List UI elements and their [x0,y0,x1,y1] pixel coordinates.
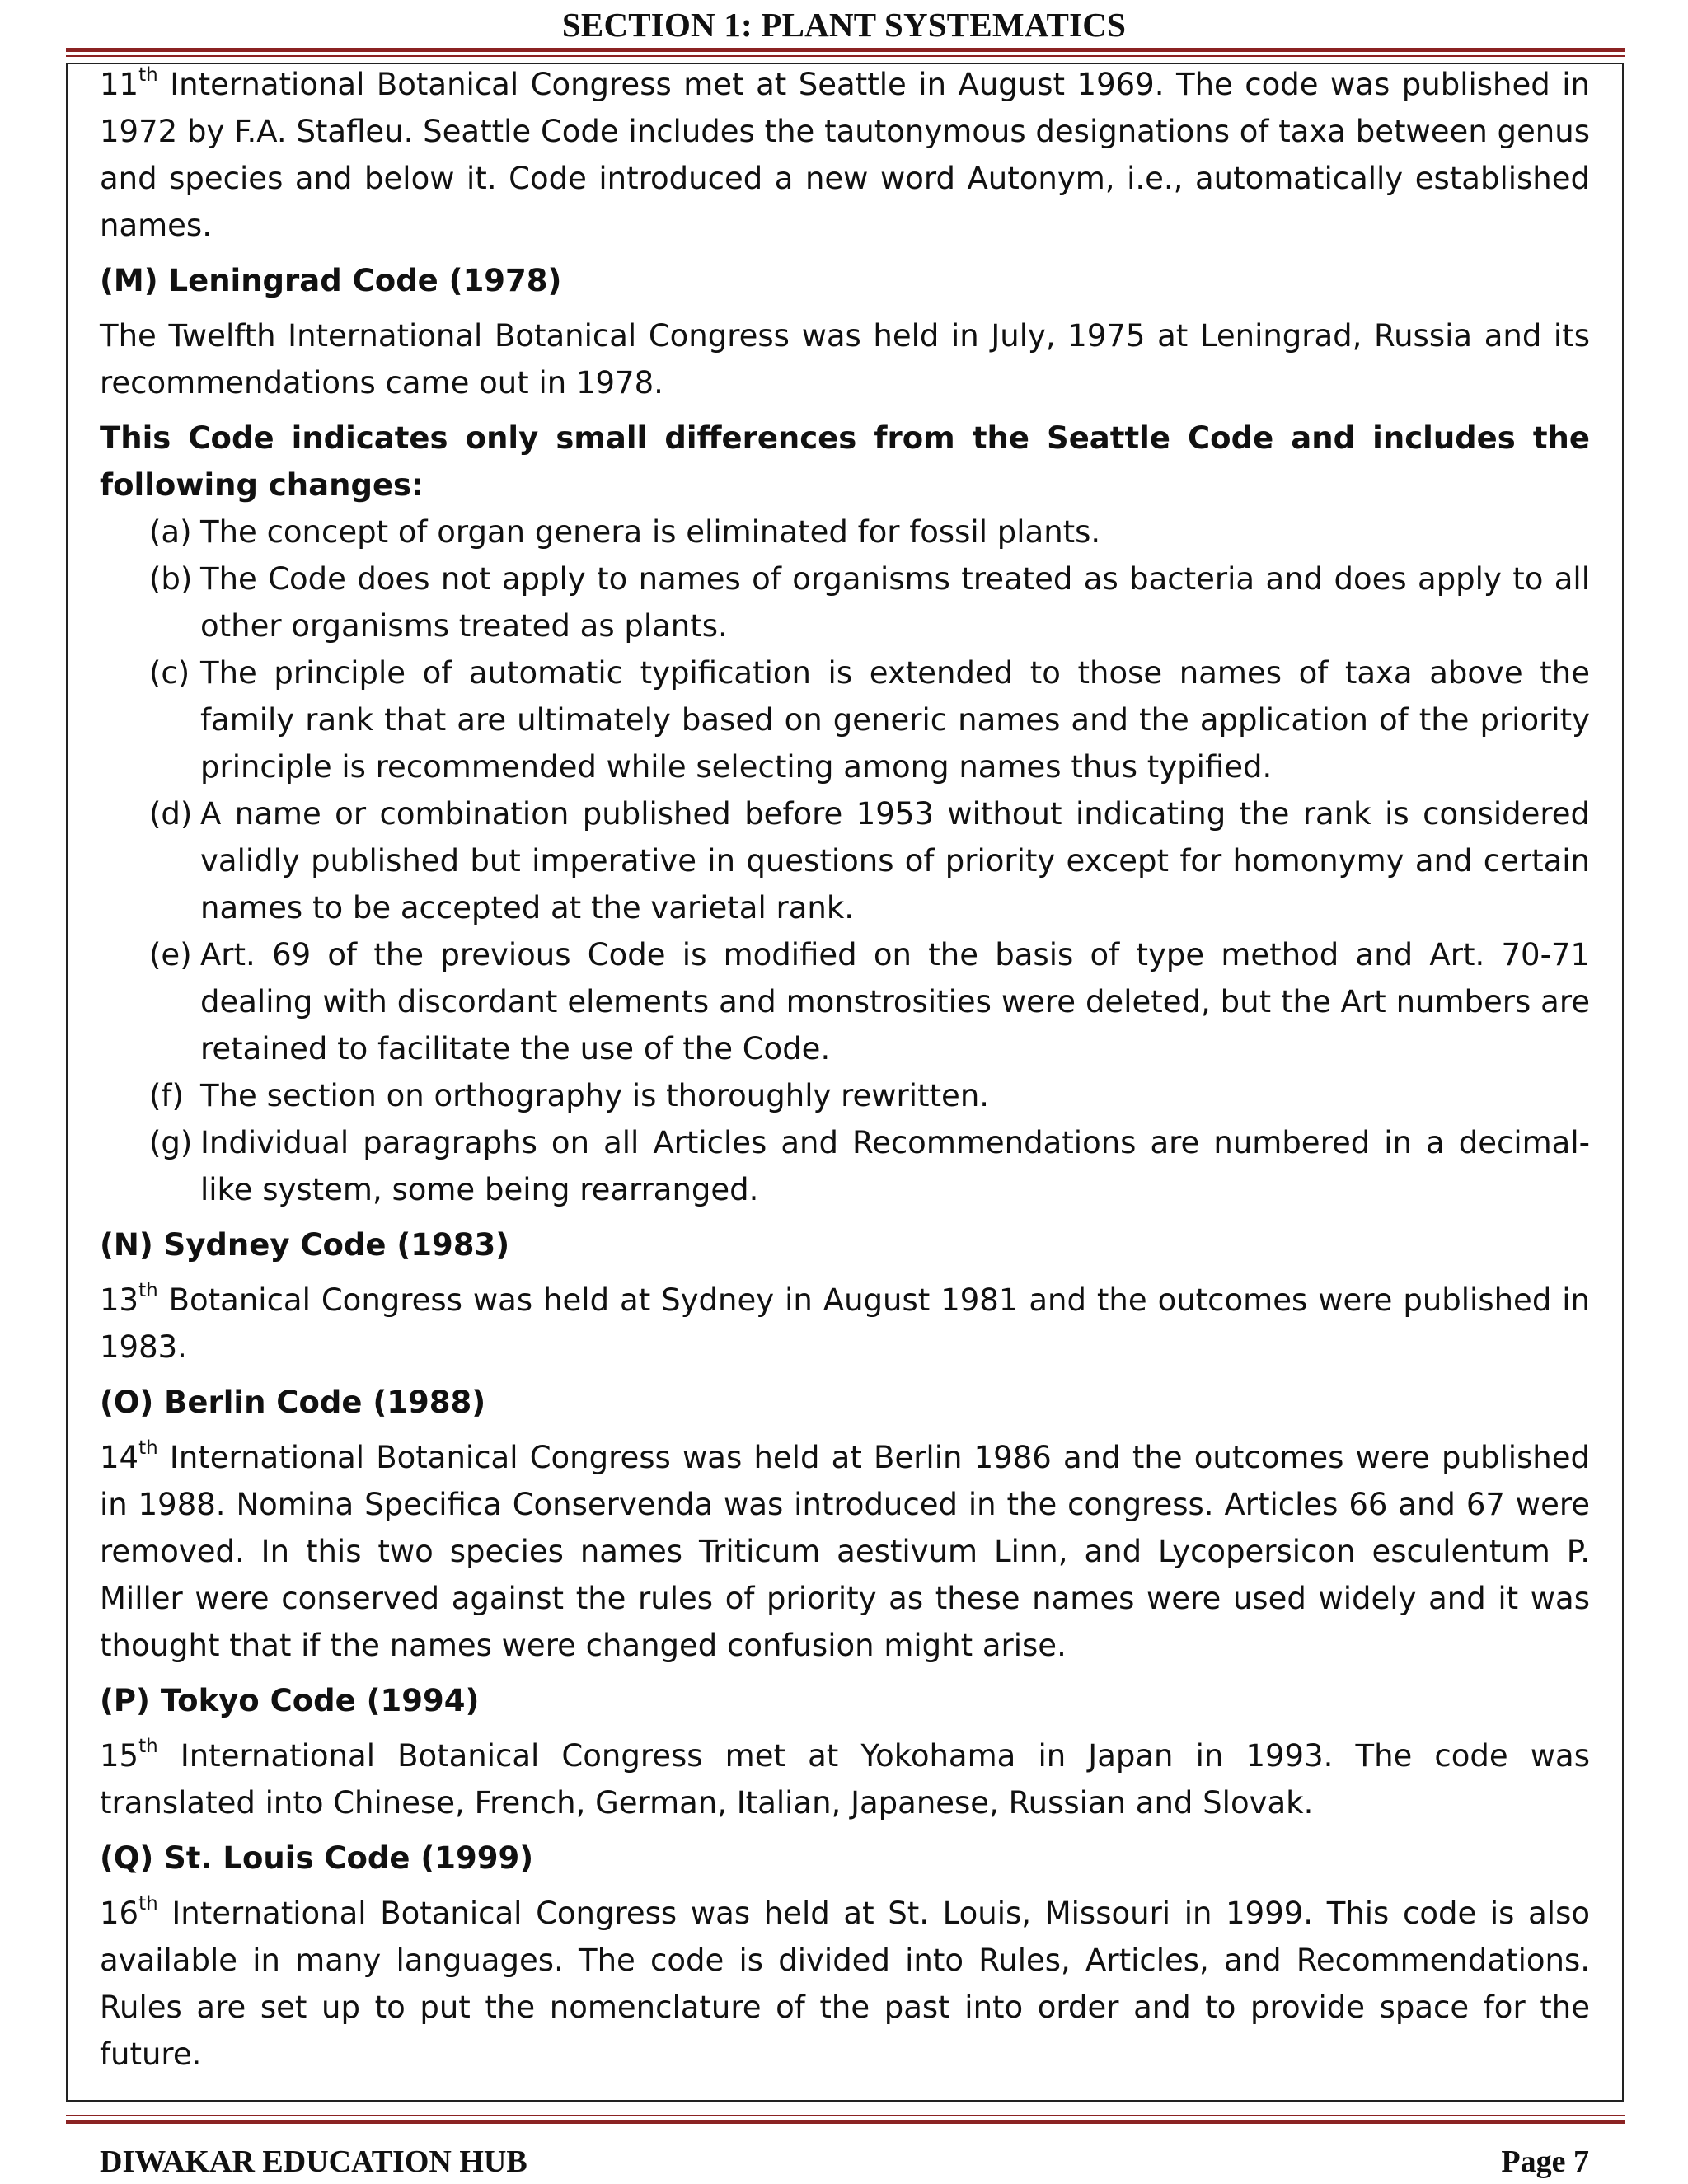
list-item: (c) The principle of automatic typification is extended to those names of taxa above the family rank that are ultimately based on generic names and the application of the priority principle is recommended while selecting among names thus typified. [149,655,1590,785]
footer-rule-thick [66,2120,1625,2124]
list-item: (b) The Code does not apply to names of organisms treated as bacteria and does apply to all other organisms treated as plants. [149,561,1590,644]
page-content [100,61,1590,2078]
heading-berlin-code: (O) Berlin Code (1988) [100,1385,486,1420]
heading-tokyo-code: (P) Tokyo Code (1994) [100,1683,480,1718]
list-item: (g) Individual paragraphs on all Articles and Recommendations are numbered in a decimal-like system, some being rearranged. [149,1125,1590,1207]
sydney-paragraph: 13th Botanical Congress was held at Sydney in August 1981 and the outcomes were published in 1983. [100,1279,1590,1365]
leningrad-changes-intro: This Code indicates only small differences from the Seattle Code and includes the following changes: [100,420,1590,503]
heading-leningrad-code: (M) Leningrad Code (1978) [100,263,562,298]
list-item: (d) A name or combination published before 1953 without indicating the rank is considered validly published but imperative in questions of priority except for homonymy and certain names to be accepted at the varietal rank. [149,796,1590,926]
leningrad-paragraph: The Twelfth International Botanical Congress was held in July, 1975 at Leningrad, Russia and its recommendations came out in 1978. [100,318,1590,401]
heading-sydney-code: (N) Sydney Code (1983) [100,1227,510,1263]
header-rule-thick [66,48,1625,52]
footer-rule-thin [66,2115,1625,2116]
st-louis-paragraph: 16th International Botanical Congress was held at St. Louis, Missouri in 1999. This code is also available in many languages. The code is divided into Rules, Articles, and Recommendations. Rules are set up to put the nomenclature of the past into order and to provide space for the future. [100,1892,1590,2072]
tokyo-paragraph: 15th International Botanical Congress met at Yokohama in Japan in 1993. The code was translated into Chinese, French, German, Italian, Japanese, Russian and Slovak. [100,1735,1590,1821]
page-header-title: SECTION 1: PLANT SYSTEMATICS [561,6,1127,44]
list-item: (e) Art. 69 of the previous Code is modified on the basis of type method and Art. 70-71 dealing with discordant elements and monstrosities were deleted, but the Art numbers are retained to facilitate the use of the Code. [149,937,1590,1066]
list-item: (a) The concept of organ genera is eliminated for fossil plants. [149,514,1101,550]
leningrad-changes-list [100,509,1590,1213]
header-rule-thin [66,55,1625,57]
page-number: Page 7 [1501,2144,1589,2179]
list-item: (f) The section on orthography is thoroughly rewritten. [149,1078,990,1113]
berlin-paragraph: 14th International Botanical Congress was held at Berlin 1986 and the outcomes were published in 1988. Nomina Specifica Conservenda was introduced in the congress. Articles 66 and 67 were removed. In this two species names Triticum aestivum Linn, and Lycopersicon esculentum P. Miller were conserved against the rules of priority as these names were used widely and it was thought that if the names were changed confusion might arise. [100,1436,1590,1663]
intro-paragraph: 11th International Botanical Congress met at Seattle in August 1969. The code was published in 1972 by F.A. Stafleu. Seattle Code includes the tautonymous designations of taxa between genus and species and below it. Code introduced a new word Autonym, i.e., automatically established names. [100,63,1590,243]
footer-publisher: DIWAKAR EDUCATION HUB [100,2144,528,2179]
heading-st-louis-code: (Q) St. Louis Code (1999) [100,1840,534,1876]
